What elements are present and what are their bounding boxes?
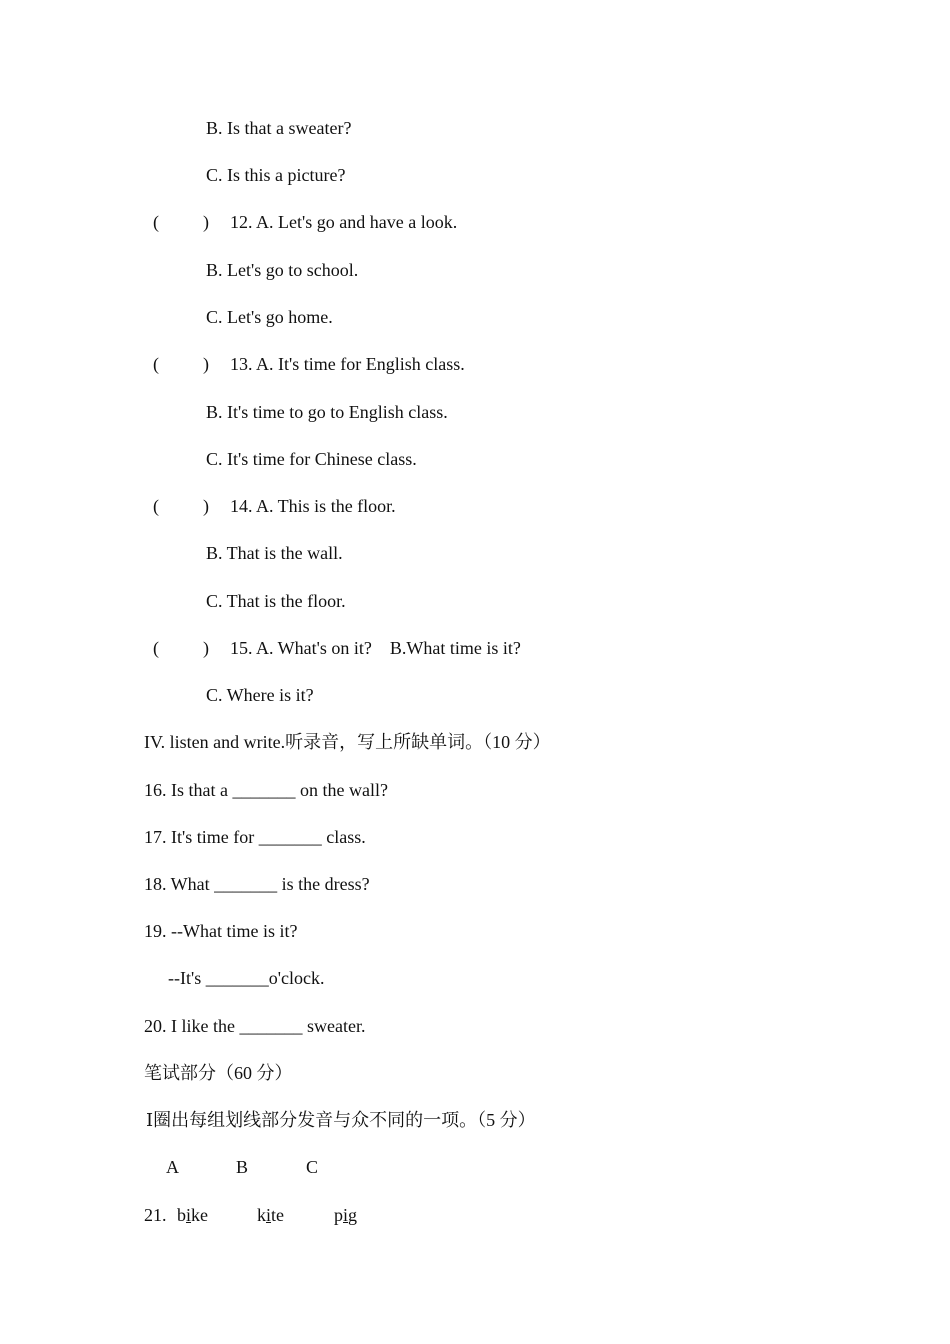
q15-answer-close: ) xyxy=(203,638,209,658)
q16-text: 16. Is that a _______ on the wall? xyxy=(144,780,388,800)
section4-heading: IV. listen and write.听录音，写上所缺单词。（10 分） xyxy=(144,732,551,752)
q12-answer-close: ) xyxy=(203,212,209,232)
q17-text: 17. It's time for _______ class. xyxy=(144,827,366,847)
q12-option-c: C. Let's go home. xyxy=(206,307,333,327)
q14-answer-close: ) xyxy=(203,496,209,516)
q21-word-a xyxy=(177,1204,208,1226)
q11-option-c: C. Is this a picture? xyxy=(206,165,346,185)
q14-answer-open: ( xyxy=(153,496,159,516)
q12-answer-open: ( xyxy=(153,212,159,232)
q21-number: 21. xyxy=(144,1205,167,1225)
q13-option-a: 13. A. It's time for English class. xyxy=(230,354,465,374)
q13-answer-close: ) xyxy=(203,354,209,374)
q21-word-b-underlined: i xyxy=(266,1205,272,1225)
q21-word-c-pre: p xyxy=(334,1205,343,1225)
q21-word-c-underlined: i xyxy=(343,1205,349,1225)
q18-text: 18. What _______ is the dress? xyxy=(144,874,370,894)
q21-word-a-post: ke xyxy=(191,1205,209,1225)
q21-word-c-post: g xyxy=(348,1205,358,1225)
q15-answer-open: ( xyxy=(153,638,159,658)
q13-answer-open: ( xyxy=(153,354,159,374)
q21-word-a-underlined: i xyxy=(186,1205,192,1225)
q14-option-b: B. That is the wall. xyxy=(206,543,343,563)
q12-option-b: B. Let's go to school. xyxy=(206,260,359,280)
q19-answer: --It's _______o'clock. xyxy=(168,968,325,988)
q11-option-b: B. Is that a sweater? xyxy=(206,118,352,138)
column-label-b: B xyxy=(236,1157,249,1177)
column-label-c: C xyxy=(306,1157,319,1177)
q19-question: 19. --What time is it? xyxy=(144,921,298,941)
q21-word-c xyxy=(334,1204,357,1226)
q13-option-c: C. It's time for Chinese class. xyxy=(206,449,417,469)
q21-word-b-pre: k xyxy=(257,1205,266,1225)
q21-word-b xyxy=(257,1204,284,1226)
q14-option-a: 14. A. This is the floor. xyxy=(230,496,396,516)
q21-word-b-post: te xyxy=(271,1205,285,1225)
q21-word-a-pre: b xyxy=(177,1205,186,1225)
q12-option-a: 12. A. Let's go and have a look. xyxy=(230,212,458,232)
q15-option-c: C. Where is it? xyxy=(206,685,314,705)
q13-option-b: B. It's time to go to English class. xyxy=(206,402,448,422)
written-section1-heading: Ⅰ圈出每组划线部分发音与众不同的一项。（5 分） xyxy=(146,1110,536,1130)
q20-text: 20. I like the _______ sweater. xyxy=(144,1016,366,1036)
q15-options-ab: 15. A. What's on it? B.What time is it? xyxy=(230,638,521,658)
written-heading: 笔试部分（60 分） xyxy=(144,1063,293,1083)
q14-option-c: C. That is the floor. xyxy=(206,591,346,611)
column-label-a: A xyxy=(166,1157,179,1177)
